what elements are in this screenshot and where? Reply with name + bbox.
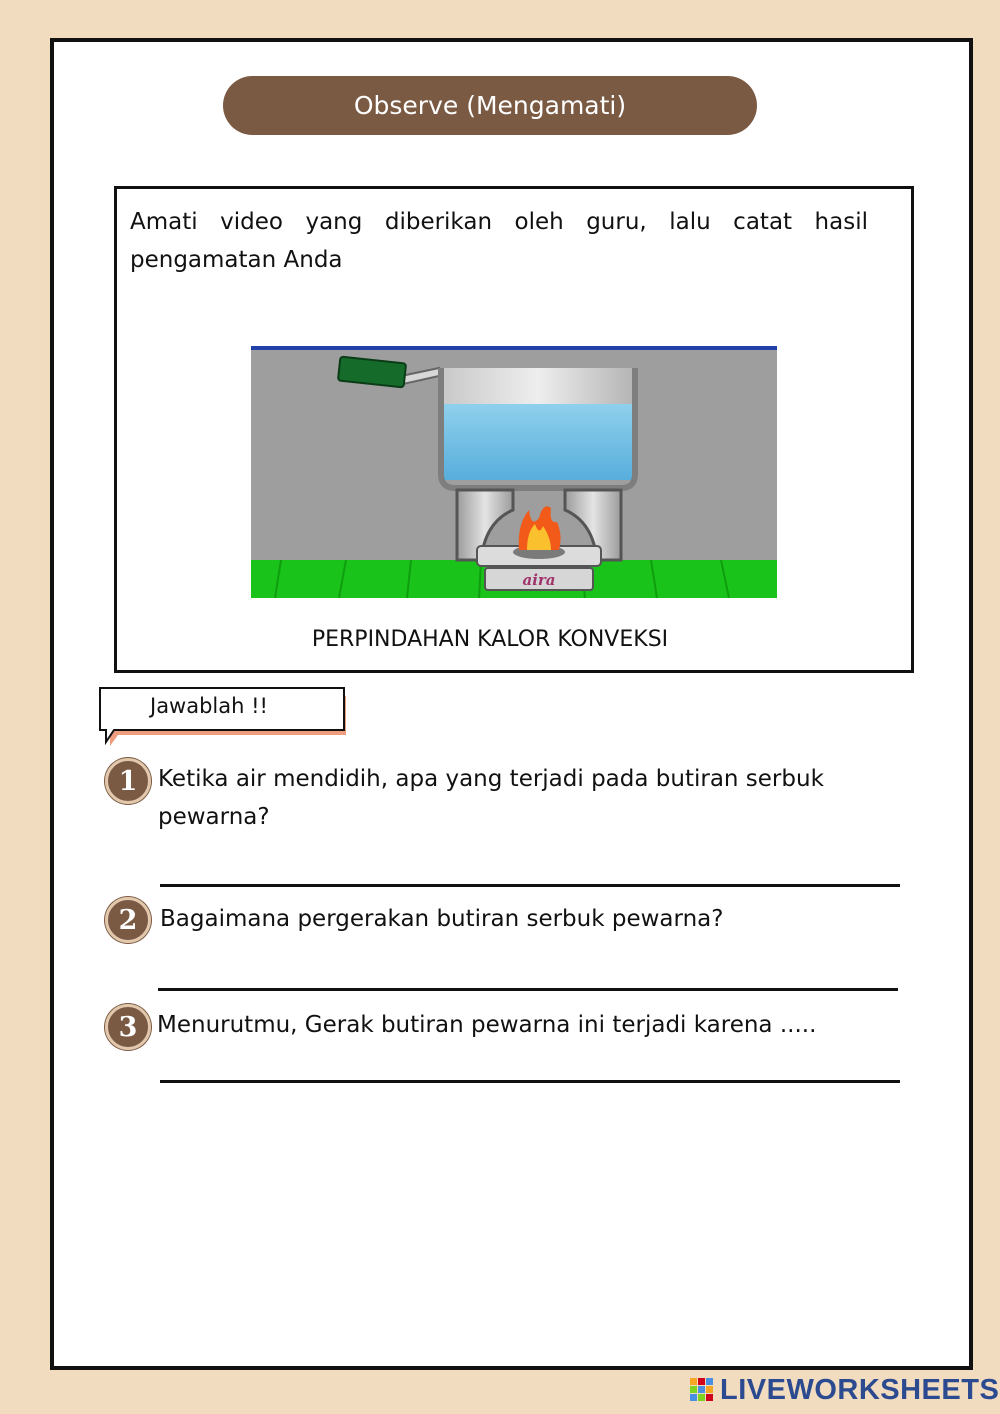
instruction-text: Amati video yang diberikan oleh guru, lalu catat hasil pengamatan Anda bbox=[130, 209, 868, 273]
video-caption: PERPINDAHAN KALOR KONVEKSI bbox=[311, 627, 669, 652]
section-title bbox=[223, 76, 757, 135]
question-1-number-badge: 1 bbox=[105, 758, 151, 804]
footer-brand[interactable] bbox=[690, 1372, 999, 1408]
question-1-text: Ketika air mendidih, apa yang terjadi pada butiran serbuk pewarna? bbox=[158, 766, 824, 830]
question-2-text: Bagaimana pergerakan butiran serbuk pewarna? bbox=[160, 906, 724, 932]
water bbox=[443, 404, 633, 480]
question-2-number-badge: 2 bbox=[105, 897, 151, 943]
liveworksheets-logo-icon bbox=[690, 1378, 714, 1402]
question-3-number-badge: 3 bbox=[105, 1004, 151, 1050]
question-2-answer-field[interactable] bbox=[158, 988, 898, 991]
convection-video-thumbnail[interactable] bbox=[251, 346, 777, 598]
top-edge bbox=[251, 346, 777, 350]
question-3-answer-field[interactable] bbox=[160, 1080, 900, 1083]
answer-callout-label: Jawablah !! bbox=[150, 694, 268, 718]
stove-brand-label: aira bbox=[522, 571, 556, 589]
section-title-text: Observe (Mengamati) bbox=[353, 91, 627, 120]
pot-icon bbox=[441, 368, 635, 488]
question-3-text: Menurutmu, Gerak butiran pewarna ini terjadi karena ..... bbox=[157, 1012, 817, 1038]
footer-brand-text: LIVEWORKSHEETS bbox=[720, 1373, 1000, 1406]
question-1-answer-field[interactable] bbox=[160, 884, 900, 887]
